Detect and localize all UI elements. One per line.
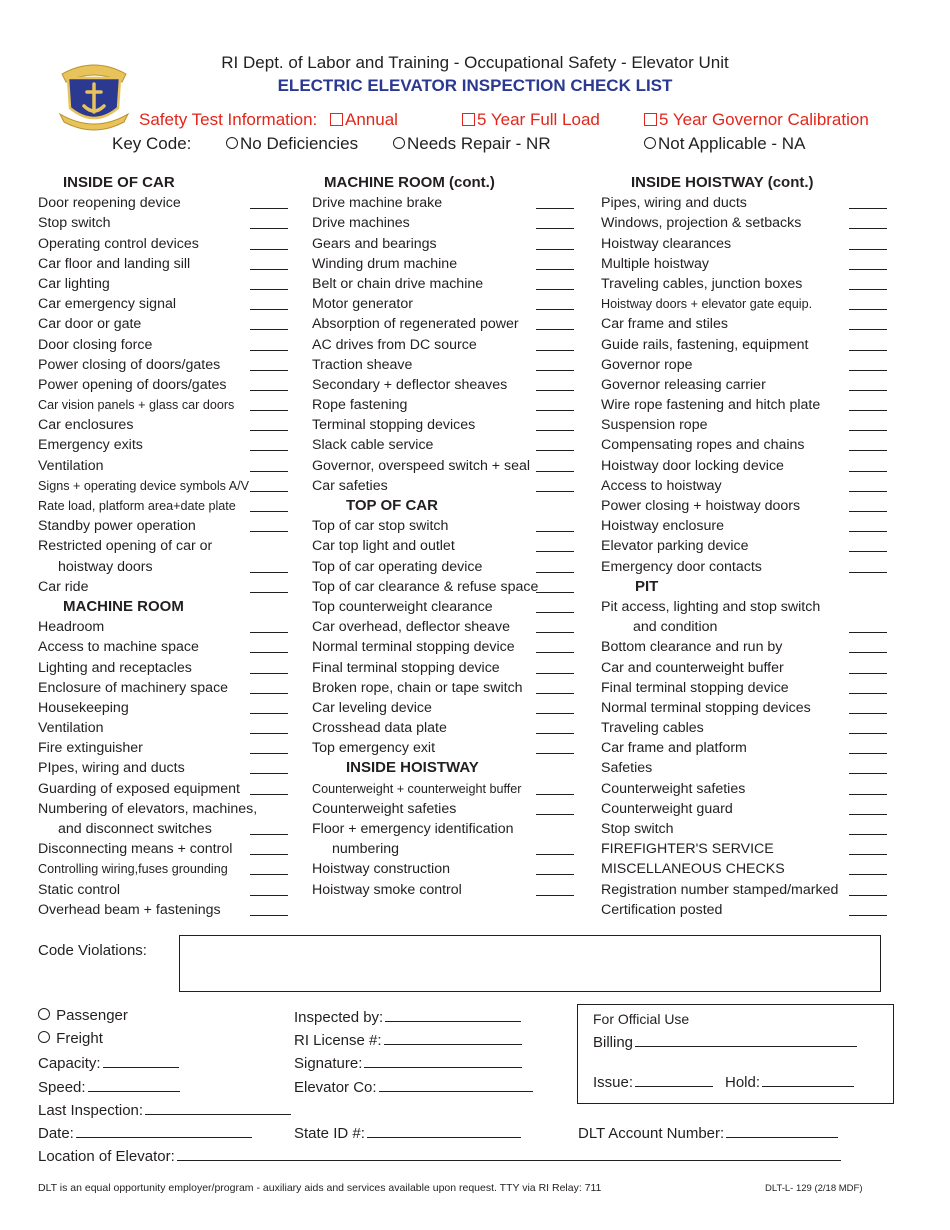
check-item: Car top light and outlet [312,536,580,556]
check-blank[interactable] [536,577,574,593]
check-blank[interactable] [250,658,288,674]
check-blank[interactable] [536,779,574,795]
check-item: Static control [38,880,293,900]
check-item: Car leveling device [312,698,580,718]
check-blank[interactable] [250,294,288,310]
check-item: and condition [601,617,891,637]
check-blank[interactable] [250,234,288,250]
check-item: Hoistway doors + elevator gate equip. [601,294,891,314]
billing-field[interactable]: Billing [593,1032,857,1051]
check-item: Hoistway enclosure [601,516,891,536]
check-item: Drive machines [312,213,580,233]
check-item-label: Pit access, lighting and stop switch [601,598,821,615]
check-item: Disconnecting means + control [38,839,293,859]
check-blank[interactable] [536,880,574,896]
last-inspection-field[interactable]: Last Inspection: [38,1100,291,1119]
check-blank[interactable] [536,536,574,552]
check-blank[interactable] [849,536,887,552]
check-item: Normal terminal stopping devices [601,698,891,718]
check-item: Traction sheave [312,355,580,375]
check-item: Traveling cables, junction boxes [601,274,891,294]
key-code-label: Key Code: [112,134,192,153]
check-blank[interactable] [849,779,887,795]
check-item: hoistway doors [38,557,293,577]
check-item: Winding drum machine [312,254,580,274]
check-blank[interactable] [849,234,887,250]
check-blank[interactable] [849,617,887,633]
passenger-option[interactable]: Passenger [38,1007,128,1024]
check-blank[interactable] [250,496,288,512]
date-field[interactable]: Date: [38,1123,252,1142]
check-blank[interactable] [250,314,288,330]
check-item: Car emergency signal [38,294,293,314]
check-blank[interactable] [250,880,288,896]
check-blank[interactable] [250,415,288,431]
check-item-label: Numbering of elevators, machines, [38,800,258,817]
check-blank[interactable] [849,658,887,674]
official-use-title: For Official Use [593,1011,690,1027]
check-item: Guide rails, fastening, equipment [601,335,891,355]
safety-test-label: Safety Test Information: [139,110,318,129]
check-blank[interactable] [849,557,887,573]
checkbox-icon[interactable] [330,113,343,126]
check-item: Car frame and stiles [601,314,891,334]
check-blank[interactable] [536,213,574,229]
check-blank[interactable] [536,415,574,431]
check-blank[interactable] [250,718,288,734]
check-blank[interactable] [849,435,887,451]
section-heading: INSIDE HOISTWAY (cont.) [631,174,814,191]
check-blank[interactable] [849,718,887,734]
checkbox-icon[interactable] [462,113,475,126]
check-item: Windows, projection & setbacks [601,213,891,233]
check-item: Car door or gate [38,314,293,334]
check-item: Power opening of doors/gates [38,375,293,395]
check-blank[interactable] [849,254,887,270]
check-blank[interactable] [536,476,574,492]
official-use-box [577,1004,894,1104]
check-item: Gears and bearings [312,234,580,254]
check-blank[interactable] [536,456,574,472]
check-item: Hoistway clearances [601,234,891,254]
check-item: Top of car operating device [312,557,580,577]
check-item: Drive machine brake [312,193,580,213]
check-blank[interactable] [250,859,288,875]
check-item: Hoistway construction [312,859,580,879]
check-blank[interactable] [536,839,574,855]
check-item: Top of car clearance & refuse space [312,577,580,597]
issue-field[interactable]: Issue: [593,1072,713,1091]
check-item: Headroom [38,617,293,637]
check-item: Final terminal stopping device [601,678,891,698]
check-item: Car floor and landing sill [38,254,293,274]
check-blank[interactable] [536,557,574,573]
check-item: FIREFIGHTER'S SERVICE [601,839,891,859]
check-blank[interactable] [250,193,288,209]
check-item: Stop switch [38,213,293,233]
check-blank[interactable] [536,435,574,451]
speed-field[interactable]: Speed: [38,1077,180,1096]
circle-icon [393,137,405,149]
check-blank[interactable] [536,234,574,250]
check-item-label: Restricted opening of car or [38,538,213,555]
check-blank[interactable] [849,193,887,209]
check-blank[interactable] [536,516,574,532]
check-blank[interactable] [536,617,574,633]
check-blank[interactable] [250,637,288,653]
check-item: Access to hoistway [601,476,891,496]
check-blank[interactable] [849,294,887,310]
check-blank[interactable] [250,435,288,451]
check-blank[interactable] [250,254,288,270]
circle-icon [226,137,238,149]
check-blank[interactable] [536,355,574,371]
check-item: Standby power operation [38,516,293,536]
check-item: Guarding of exposed equipment [38,779,293,799]
check-item: Counterweight guard [601,799,891,819]
section-heading: INSIDE HOISTWAY [346,759,479,777]
check-blank[interactable] [536,335,574,351]
check-blank[interactable] [250,395,288,411]
section-heading: MACHINE ROOM (cont.) [324,174,495,191]
safety-5yr-governor-option[interactable]: 5 Year Governor Calibration [644,110,869,130]
check-blank[interactable] [536,375,574,391]
check-item: Car overhead, deflector sheave [312,617,580,637]
check-blank[interactable] [849,819,887,835]
check-item-label: Floor + emergency identification [312,821,514,837]
check-item: Suspension rope [601,415,891,435]
check-blank[interactable] [849,900,887,916]
check-blank[interactable] [536,658,574,674]
check-blank[interactable] [536,678,574,694]
safety-5yr-full-load-option[interactable]: 5 Year Full Load [462,110,600,130]
check-blank[interactable] [250,819,288,835]
code-violations-box[interactable] [179,935,881,992]
check-item: Overhead beam + fastenings [38,900,293,920]
check-item: Car and counterweight buffer [601,658,891,678]
check-blank[interactable] [536,193,574,209]
header-department: RI Dept. of Labor and Training - Occupational Safety - Elevator Unit [221,53,729,72]
check-blank[interactable] [250,758,288,774]
check-item: Fire extinguisher [38,738,293,758]
check-blank[interactable] [250,335,288,351]
check-item: Hoistway door locking device [601,456,891,476]
check-blank[interactable] [250,456,288,472]
key-no-deficiencies: No Deficiencies [226,134,358,154]
check-blank[interactable] [536,274,574,290]
check-item: Car enclosures [38,415,293,435]
check-item: and disconnect switches [38,819,293,839]
code-violations-label: Code Violations: [38,942,147,959]
check-item: Emergency door contacts [601,557,891,577]
form-title: ELECTRIC ELEVATOR INSPECTION CHECK LIST [277,76,673,95]
inspected-by-field[interactable]: Inspected by: [294,1007,521,1026]
check-item: Top emergency exit [312,738,580,758]
hold-field[interactable]: Hold: [725,1072,854,1091]
check-blank[interactable] [536,314,574,330]
check-item: AC drives from DC source [312,335,580,355]
check-blank[interactable] [849,456,887,472]
check-blank[interactable] [250,738,288,754]
check-item: Registration number stamped/marked [601,880,891,900]
circle-icon [644,137,656,149]
check-item: Power closing + hoistway doors [601,496,891,516]
check-item: Lighting and receptacles [38,658,293,678]
check-item: Car safeties [312,476,580,496]
column-inside-car [38,173,293,920]
check-item: Car frame and platform [601,738,891,758]
check-item: MISCELLANEOUS CHECKS [601,859,891,879]
check-item: Car ride [38,577,293,597]
check-blank[interactable] [536,738,574,754]
radio-icon[interactable] [38,1008,50,1020]
check-item: Emergency exits [38,435,293,455]
check-blank[interactable] [250,274,288,290]
check-blank[interactable] [250,355,288,371]
check-blank[interactable] [536,395,574,411]
check-item: Housekeeping [38,698,293,718]
section-heading: TOP OF CAR [346,497,438,514]
check-blank[interactable] [250,900,288,916]
check-blank[interactable] [849,859,887,875]
key-not-applicable: Not Applicable - NA [644,134,805,154]
radio-icon[interactable] [38,1031,50,1043]
check-blank[interactable] [250,577,288,593]
signature-field[interactable]: Signature: [294,1053,522,1072]
location-field[interactable]: Location of Elevator: [38,1146,841,1165]
dlt-account-field[interactable]: DLT Account Number: [578,1123,838,1142]
check-blank[interactable] [250,779,288,795]
check-item: Counterweight safeties [312,799,580,819]
check-item: Rope fastening [312,395,580,415]
check-blank[interactable] [849,758,887,774]
check-item: Wire rope fastening and hitch plate [601,395,891,415]
check-item: PIpes, wiring and ducts [38,758,293,778]
check-item: Car lighting [38,274,293,294]
check-item: Ventilation [38,718,293,738]
check-blank[interactable] [849,355,887,371]
check-item: numbering [312,839,580,859]
check-item: Door reopening device [38,193,293,213]
check-item: Governor, overspeed switch + seal [312,456,580,476]
check-item: Power closing of doors/gates [38,355,293,375]
check-item: Pipes, wiring and ducts [601,193,891,213]
check-blank[interactable] [250,617,288,633]
state-id-field[interactable]: State ID #: [294,1123,521,1142]
check-item: Top of car stop switch [312,516,580,536]
check-item: Traveling cables [601,718,891,738]
check-blank[interactable] [849,738,887,754]
check-blank[interactable] [849,678,887,694]
check-item: Hoistway smoke control [312,880,580,900]
ri-license-field[interactable]: RI License #: [294,1030,522,1049]
check-blank[interactable] [536,597,574,613]
check-blank[interactable] [849,496,887,512]
check-item: Door closing force [38,335,293,355]
check-item: Bottom clearance and run by [601,637,891,657]
check-blank[interactable] [849,395,887,411]
check-item: Normal terminal stopping device [312,637,580,657]
elevator-co-field[interactable]: Elevator Co: [294,1077,533,1096]
check-blank[interactable] [250,375,288,391]
check-blank[interactable] [536,718,574,734]
check-item: Slack cable service [312,435,580,455]
check-blank[interactable] [849,415,887,431]
check-item: Safeties [601,758,891,778]
check-item: Car vision panels + glass car doors [38,395,293,415]
check-item: Governor rope [601,355,891,375]
check-blank[interactable] [250,839,288,855]
check-blank[interactable] [849,637,887,653]
check-blank[interactable] [250,516,288,532]
check-item: Broken rope, chain or tape switch [312,678,580,698]
check-item: Belt or chain drive machine [312,274,580,294]
check-blank[interactable] [849,698,887,714]
check-blank[interactable] [849,839,887,855]
check-blank[interactable] [849,335,887,351]
footer-notice: DLT is an equal opportunity employer/program - auxiliary aids and services available upon request. TTY via RI Relay: 711 [38,1182,602,1194]
check-item: Terminal stopping devices [312,415,580,435]
check-blank[interactable] [536,698,574,714]
check-item: Rate load, platform area+date plate [38,496,293,516]
check-item: Motor generator [312,294,580,314]
capacity-field[interactable]: Capacity: [38,1053,179,1072]
check-blank[interactable] [849,375,887,391]
check-blank[interactable] [849,314,887,330]
freight-option[interactable]: Freight [38,1030,103,1047]
section-heading: INSIDE OF CAR [63,174,175,191]
check-blank[interactable] [849,799,887,815]
safety-annual-option[interactable]: Annual [330,110,398,130]
check-blank[interactable] [849,476,887,492]
check-item: Ventilation [38,456,293,476]
checkbox-icon[interactable] [644,113,657,126]
check-item: Enclosure of machinery space [38,678,293,698]
check-blank[interactable] [849,516,887,532]
check-item: Elevator parking device [601,536,891,556]
check-item: Stop switch [601,819,891,839]
check-item: Signs + operating device symbols A/V [38,476,293,496]
check-blank[interactable] [250,213,288,229]
check-item: Final terminal stopping device [312,658,580,678]
check-item: Controlling wiring,fuses grounding [38,859,293,879]
key-needs-repair: Needs Repair - NR [393,134,551,154]
section-heading: PIT [635,577,659,595]
check-blank[interactable] [536,799,574,815]
column-inside-hoistway-cont [601,173,891,920]
check-blank[interactable] [536,637,574,653]
check-item: Access to machine space [38,637,293,657]
check-blank[interactable] [536,294,574,310]
check-blank[interactable] [250,476,288,492]
check-blank[interactable] [536,859,574,875]
column-machine-room-cont [312,173,580,900]
section-heading: MACHINE ROOM [63,597,184,615]
check-item: Multiple hoistway [601,254,891,274]
check-item: Governor releasing carrier [601,375,891,395]
check-blank[interactable] [250,678,288,694]
check-item: Crosshead data plate [312,718,580,738]
check-item: Operating control devices [38,234,293,254]
form-number: DLT-L- 129 (2/18 MDF) [765,1183,863,1194]
check-blank[interactable] [849,880,887,896]
check-item: Secondary + deflector sheaves [312,375,580,395]
check-item: Counterweight + counterweight buffer [312,779,580,799]
check-blank[interactable] [250,698,288,714]
check-blank[interactable] [849,213,887,229]
check-item: Certification posted [601,900,891,920]
check-blank[interactable] [849,274,887,290]
check-blank[interactable] [536,254,574,270]
check-item: Absorption of regenerated power [312,314,580,334]
check-item: Counterweight safeties [601,779,891,799]
check-item: Compensating ropes and chains [601,435,891,455]
check-item: Top counterweight clearance [312,597,580,617]
check-blank[interactable] [250,557,288,573]
